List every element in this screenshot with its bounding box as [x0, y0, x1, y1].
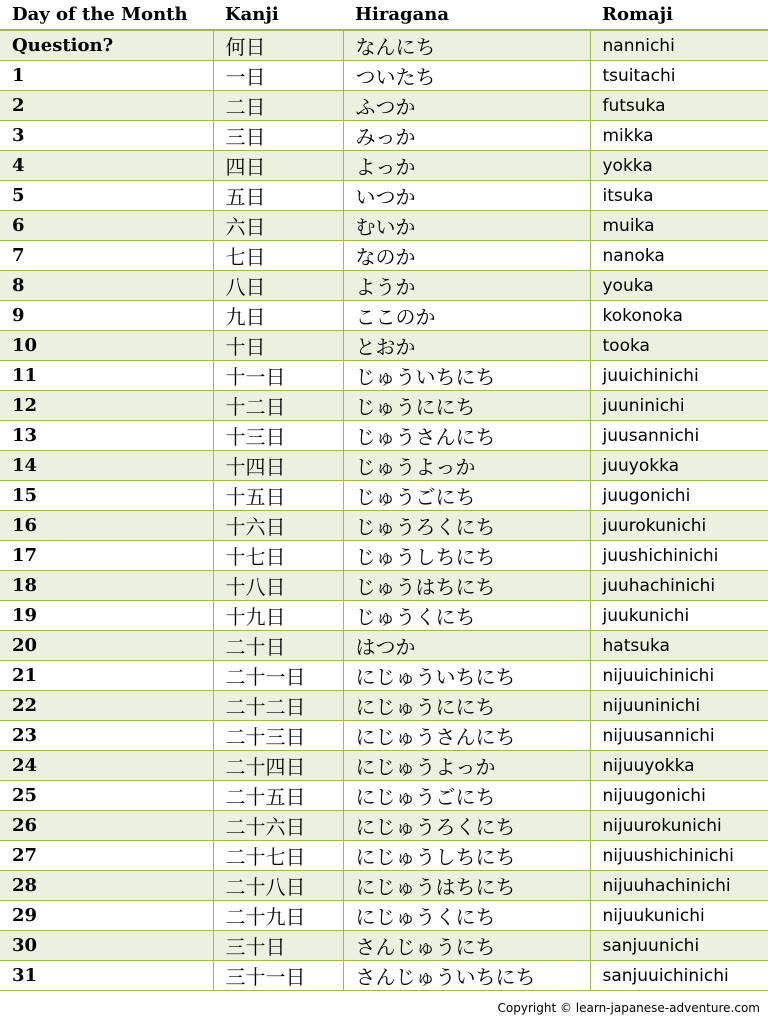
cell-day: 25: [0, 781, 213, 811]
table-row: [0, 30, 768, 61]
cell-hiragana: さんじゅういちにち: [343, 961, 590, 991]
cell-hiragana: なんにち: [343, 30, 590, 61]
table-row: [0, 241, 768, 271]
cell-romaji: juuhachinichi: [590, 571, 768, 601]
cell-day: 24: [0, 751, 213, 781]
cell-day: 4: [0, 151, 213, 181]
table-row: [0, 271, 768, 301]
cell-hiragana: にじゅうよっか: [343, 751, 590, 781]
table-row: [0, 691, 768, 721]
table-row: [0, 751, 768, 781]
table-row: [0, 871, 768, 901]
table-row: [0, 931, 768, 961]
table-row: [0, 721, 768, 751]
cell-kanji: 六日: [213, 211, 343, 241]
cell-day: 23: [0, 721, 213, 751]
table-row: [0, 301, 768, 331]
table-row: [0, 571, 768, 601]
cell-day: 6: [0, 211, 213, 241]
table-row: [0, 451, 768, 481]
cell-kanji: 三十日: [213, 931, 343, 961]
cell-day: 9: [0, 301, 213, 331]
cell-romaji: juukunichi: [590, 601, 768, 631]
cell-kanji: 二十九日: [213, 901, 343, 931]
cell-kanji: 二十六日: [213, 811, 343, 841]
cell-romaji: youka: [590, 271, 768, 301]
cell-day: 29: [0, 901, 213, 931]
cell-romaji: sanjuunichi: [590, 931, 768, 961]
cell-romaji: muika: [590, 211, 768, 241]
cell-hiragana: よっか: [343, 151, 590, 181]
cell-kanji: 八日: [213, 271, 343, 301]
table-row: [0, 811, 768, 841]
cell-day: 31: [0, 961, 213, 991]
table-row: [0, 91, 768, 121]
cell-hiragana: じゅうににち: [343, 391, 590, 421]
cell-hiragana: ついたち: [343, 61, 590, 91]
cell-hiragana: じゅうさんにち: [343, 421, 590, 451]
cell-day: 8: [0, 271, 213, 301]
header-romaji: Romaji: [590, 0, 768, 30]
cell-kanji: 十六日: [213, 511, 343, 541]
cell-hiragana: じゅうよっか: [343, 451, 590, 481]
table-row: [0, 121, 768, 151]
cell-romaji: juuninichi: [590, 391, 768, 421]
cell-romaji: juugonichi: [590, 481, 768, 511]
cell-day: 16: [0, 511, 213, 541]
table-row: [0, 631, 768, 661]
cell-hiragana: なのか: [343, 241, 590, 271]
cell-romaji: kokonoka: [590, 301, 768, 331]
table-row: [0, 781, 768, 811]
cell-day: 3: [0, 121, 213, 151]
table-row: [0, 601, 768, 631]
cell-romaji: nanoka: [590, 241, 768, 271]
cell-hiragana: にじゅうににち: [343, 691, 590, 721]
cell-kanji: 十一日: [213, 361, 343, 391]
table-row: [0, 151, 768, 181]
cell-day: 18: [0, 571, 213, 601]
cell-romaji: nannichi: [590, 30, 768, 61]
cell-hiragana: はつか: [343, 631, 590, 661]
cell-day: 14: [0, 451, 213, 481]
cell-day: Question?: [0, 30, 213, 61]
cell-hiragana: ようか: [343, 271, 590, 301]
cell-kanji: 二十四日: [213, 751, 343, 781]
cell-kanji: 二十七日: [213, 841, 343, 871]
cell-kanji: 十四日: [213, 451, 343, 481]
cell-hiragana: にじゅういちにち: [343, 661, 590, 691]
cell-romaji: futsuka: [590, 91, 768, 121]
cell-kanji: 二十日: [213, 631, 343, 661]
cell-day: 15: [0, 481, 213, 511]
copyright-notice: Copyright © learn-japanese-adventure.com: [497, 1001, 760, 1015]
table-body: [0, 30, 768, 991]
cell-hiragana: にじゅうしちにち: [343, 841, 590, 871]
cell-day: 20: [0, 631, 213, 661]
cell-hiragana: にじゅうくにち: [343, 901, 590, 931]
cell-kanji: 十二日: [213, 391, 343, 421]
table-row: [0, 661, 768, 691]
table-row: [0, 541, 768, 571]
cell-kanji: 十三日: [213, 421, 343, 451]
cell-romaji: hatsuka: [590, 631, 768, 661]
cell-kanji: 二十三日: [213, 721, 343, 751]
cell-kanji: 十九日: [213, 601, 343, 631]
header-kanji: Kanji: [213, 0, 343, 30]
cell-romaji: nijuusannichi: [590, 721, 768, 751]
cell-day: 12: [0, 391, 213, 421]
cell-day: 5: [0, 181, 213, 211]
cell-kanji: 二日: [213, 91, 343, 121]
cell-romaji: nijuuyokka: [590, 751, 768, 781]
table-row: [0, 61, 768, 91]
cell-day: 27: [0, 841, 213, 871]
cell-hiragana: みっか: [343, 121, 590, 151]
cell-hiragana: さんじゅうにち: [343, 931, 590, 961]
header-day: Day of the Month: [0, 0, 213, 30]
header-hiragana: Hiragana: [343, 0, 590, 30]
cell-romaji: juushichinichi: [590, 541, 768, 571]
cell-romaji: nijuukunichi: [590, 901, 768, 931]
cell-kanji: 三日: [213, 121, 343, 151]
table-row: [0, 841, 768, 871]
cell-day: 22: [0, 691, 213, 721]
cell-romaji: juurokunichi: [590, 511, 768, 541]
cell-kanji: 十五日: [213, 481, 343, 511]
cell-romaji: nijuushichinichi: [590, 841, 768, 871]
cell-kanji: 五日: [213, 181, 343, 211]
cell-kanji: 何日: [213, 30, 343, 61]
cell-romaji: sanjuuichinichi: [590, 961, 768, 991]
cell-hiragana: じゅうろくにち: [343, 511, 590, 541]
cell-hiragana: ふつか: [343, 91, 590, 121]
cell-romaji: tsuitachi: [590, 61, 768, 91]
cell-hiragana: にじゅうはちにち: [343, 871, 590, 901]
cell-hiragana: にじゅうさんにち: [343, 721, 590, 751]
cell-romaji: juuyokka: [590, 451, 768, 481]
table-row: [0, 421, 768, 451]
cell-kanji: 十日: [213, 331, 343, 361]
cell-kanji: 四日: [213, 151, 343, 181]
table-row: [0, 961, 768, 991]
cell-day: 2: [0, 91, 213, 121]
cell-day: 28: [0, 871, 213, 901]
table-header: [0, 0, 768, 30]
table-row: [0, 481, 768, 511]
cell-romaji: nijuuninichi: [590, 691, 768, 721]
cell-kanji: 九日: [213, 301, 343, 331]
cell-kanji: 七日: [213, 241, 343, 271]
cell-hiragana: ここのか: [343, 301, 590, 331]
cell-day: 11: [0, 361, 213, 391]
cell-day: 26: [0, 811, 213, 841]
table-row: [0, 211, 768, 241]
cell-hiragana: じゅうしちにち: [343, 541, 590, 571]
cell-day: 19: [0, 601, 213, 631]
cell-romaji: nijuurokunichi: [590, 811, 768, 841]
cell-day: 21: [0, 661, 213, 691]
table-row: [0, 511, 768, 541]
cell-hiragana: むいか: [343, 211, 590, 241]
cell-hiragana: いつか: [343, 181, 590, 211]
cell-kanji: 三十一日: [213, 961, 343, 991]
cell-hiragana: にじゅうごにち: [343, 781, 590, 811]
cell-hiragana: じゅうくにち: [343, 601, 590, 631]
cell-kanji: 十七日: [213, 541, 343, 571]
cell-day: 30: [0, 931, 213, 961]
cell-day: 7: [0, 241, 213, 271]
cell-romaji: nijuuichinichi: [590, 661, 768, 691]
cell-day: 13: [0, 421, 213, 451]
cell-romaji: juuichinichi: [590, 361, 768, 391]
cell-day: 17: [0, 541, 213, 571]
cell-kanji: 一日: [213, 61, 343, 91]
cell-hiragana: にじゅうろくにち: [343, 811, 590, 841]
cell-romaji: mikka: [590, 121, 768, 151]
cell-romaji: tooka: [590, 331, 768, 361]
header-row: [0, 0, 768, 30]
table-row: [0, 361, 768, 391]
cell-hiragana: とおか: [343, 331, 590, 361]
cell-kanji: 十八日: [213, 571, 343, 601]
cell-romaji: yokka: [590, 151, 768, 181]
cell-day: 10: [0, 331, 213, 361]
cell-romaji: nijuuhachinichi: [590, 871, 768, 901]
cell-day: 1: [0, 61, 213, 91]
table-row: [0, 901, 768, 931]
cell-hiragana: じゅうごにち: [343, 481, 590, 511]
cell-romaji: juusannichi: [590, 421, 768, 451]
cell-kanji: 二十一日: [213, 661, 343, 691]
cell-hiragana: じゅうはちにち: [343, 571, 590, 601]
cell-kanji: 二十八日: [213, 871, 343, 901]
table-row: [0, 331, 768, 361]
table-row: [0, 391, 768, 421]
cell-romaji: itsuka: [590, 181, 768, 211]
cell-kanji: 二十五日: [213, 781, 343, 811]
cell-kanji: 二十二日: [213, 691, 343, 721]
table-row: [0, 181, 768, 211]
cell-romaji: nijuugonichi: [590, 781, 768, 811]
cell-hiragana: じゅういちにち: [343, 361, 590, 391]
